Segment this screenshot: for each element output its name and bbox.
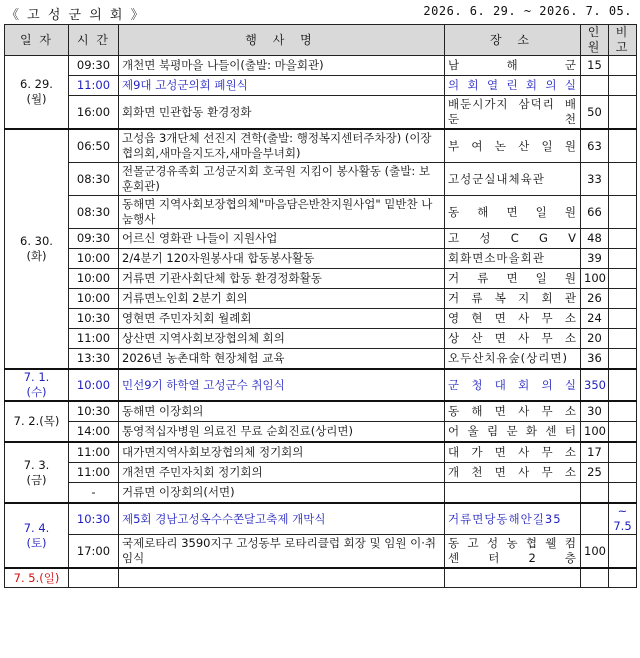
place-cell: 동 해 면 일 원 [445, 196, 581, 229]
note-cell [609, 163, 637, 196]
time-cell: 10:00 [69, 289, 119, 309]
place-cell: 고성군실내체육관 [445, 163, 581, 196]
event-cell: 대가면지역사회보장협의체 정기회의 [119, 442, 445, 463]
note-cell [609, 289, 637, 309]
people-cell: 33 [581, 163, 609, 196]
date-label: 7. 2.(목) [13, 414, 60, 428]
time-cell: 10:30 [69, 503, 119, 535]
time-cell: 17:00 [69, 535, 119, 569]
time-cell: 11:00 [69, 76, 119, 96]
table-row [5, 76, 637, 96]
event-cell: 거류면 기관사회단체 합동 환경정화활동 [119, 269, 445, 289]
event-cell: 통영적십자병원 의료진 무료 순회진료(상리면) [119, 422, 445, 443]
event-cell: 동해면 이장회의 [119, 401, 445, 422]
date-label: 7. 4. [23, 520, 50, 535]
note-cell [609, 369, 637, 401]
place-cell: 영 현 면 사 무 소 [445, 309, 581, 329]
note-cell [609, 229, 637, 249]
place-cell: 동 해 면 사 무 소 [445, 401, 581, 422]
table-row [5, 349, 637, 370]
people-cell: 24 [581, 309, 609, 329]
date-cell [5, 503, 69, 568]
time-cell: 10:00 [69, 269, 119, 289]
people-cell: 66 [581, 196, 609, 229]
note-cell [609, 269, 637, 289]
place-cell: 대 가 면 사 무 소 [445, 442, 581, 463]
place-cell: 어 울 림 문 화 센 터 [445, 422, 581, 443]
column-header: 시 간 [69, 25, 119, 56]
place-cell: 남 해 군 [445, 56, 581, 76]
people-cell: 36 [581, 349, 609, 370]
place-cell: 거 류 면 일 원 [445, 269, 581, 289]
event-cell: 어르신 영화관 나들이 지원사업 [119, 229, 445, 249]
people-cell: 39 [581, 249, 609, 269]
table-row [5, 163, 637, 196]
event-cell: 회화면 민관합동 환경정화 [119, 96, 445, 130]
table-row [5, 329, 637, 349]
time-cell: 10:30 [69, 309, 119, 329]
place-cell: 거 류 복 지 회 관 [445, 289, 581, 309]
table-row [5, 229, 637, 249]
note-cell [609, 329, 637, 349]
weekday-label: (토) [26, 535, 47, 550]
note-cell: ~ 7.5 [609, 503, 637, 535]
people-cell [581, 483, 609, 504]
schedule-table [4, 24, 637, 588]
note-cell [609, 309, 637, 329]
time-cell: 08:30 [69, 196, 119, 229]
event-cell: 2026년 농촌대학 현장체험 교육 [119, 349, 445, 370]
table-row [5, 96, 637, 130]
event-cell: 국제로타리 3590지구 고성동부 로타리클럽 회장 및 임원 이·취임식 [119, 535, 445, 569]
empty-cell [609, 568, 637, 588]
place-cell: 오두산치유숲(상리면) [445, 349, 581, 370]
place-cell: 개 천 면 사 무 소 [445, 463, 581, 483]
time-cell: 16:00 [69, 96, 119, 130]
table-row [5, 442, 637, 463]
event-cell: 상산면 지역사회보장협의체 회의 [119, 329, 445, 349]
weekday-label: (월) [26, 92, 47, 106]
table-row [5, 249, 637, 269]
time-cell: 11:00 [69, 329, 119, 349]
people-cell: 30 [581, 401, 609, 422]
people-cell: 15 [581, 56, 609, 76]
place-cell: 상 산 면 사 무 소 [445, 329, 581, 349]
people-cell: 48 [581, 229, 609, 249]
people-cell [581, 76, 609, 96]
event-cell: 동해면 지역사회보장협의체"마음담은반찬지원사업" 밑반찬 나눔행사 [119, 196, 445, 229]
column-header: 인원 [581, 25, 609, 56]
place-cell: 부 여 논 산 일 원 [445, 129, 581, 163]
place-cell: 거류면당동해안길35 [445, 503, 581, 535]
place-cell: 고 성 C G V [445, 229, 581, 249]
date-cell [5, 129, 69, 369]
table-row [5, 503, 637, 535]
place-cell: 동 고 성 농 협 웰 컴 센 터 2 층 [445, 535, 581, 569]
note-cell [609, 56, 637, 76]
table-row [5, 568, 637, 588]
people-cell: 100 [581, 269, 609, 289]
people-cell: 25 [581, 463, 609, 483]
people-cell [581, 503, 609, 535]
column-header: 장 소 [445, 25, 581, 56]
event-cell: 2/4분기 120자원봉사대 합동봉사활동 [119, 249, 445, 269]
people-cell: 26 [581, 289, 609, 309]
schedule-header [0, 0, 640, 22]
date-label: 7. 1. [23, 370, 50, 384]
event-cell: 제5회 경남고성옥수수쫀달고축제 개막식 [119, 503, 445, 535]
note-cell [609, 129, 637, 163]
people-cell: 20 [581, 329, 609, 349]
empty-cell [581, 568, 609, 588]
table-row [5, 289, 637, 309]
note-cell [609, 196, 637, 229]
people-cell: 50 [581, 96, 609, 130]
note-cell [609, 349, 637, 370]
date-label: 6. 29. [20, 77, 53, 91]
time-cell: 09:30 [69, 229, 119, 249]
weekday-label: (금) [26, 472, 47, 487]
note-cell [609, 422, 637, 443]
date-label: 6. 30. [20, 234, 53, 248]
empty-cell [119, 568, 445, 588]
table-row [5, 483, 637, 504]
column-header: 행 사 명 [119, 25, 445, 56]
event-cell: 고성읍 3개단체 선진지 견학(출발: 행정복지센터주차장) (이장협의회,새마을지도자,새마을부녀회) [119, 129, 445, 163]
place-cell: 군 청 대 회 의 실 [445, 369, 581, 401]
date-cell [5, 401, 69, 442]
note-cell [609, 535, 637, 569]
column-header: 비고 [609, 25, 637, 56]
people-cell: 350 [581, 369, 609, 401]
document-title: 《 고 성 군 의 회 》 [6, 8, 146, 23]
time-cell: 08:30 [69, 163, 119, 196]
event-cell: 개천면 주민자치회 정기회의 [119, 463, 445, 483]
weekday-label: (화) [26, 249, 47, 263]
table-row [5, 463, 637, 483]
time-cell: 09:30 [69, 56, 119, 76]
table-row [5, 269, 637, 289]
people-cell: 100 [581, 422, 609, 443]
time-cell: 10:00 [69, 369, 119, 401]
people-cell: 100 [581, 535, 609, 569]
time-cell: 10:00 [69, 249, 119, 269]
schedule-body [5, 25, 637, 588]
event-cell: 거류면 이장회의(서면) [119, 483, 445, 504]
table-row [5, 422, 637, 443]
table-row [5, 196, 637, 229]
date-label: 7. 3. [23, 457, 50, 472]
note-cell [609, 401, 637, 422]
date-cell [5, 369, 69, 401]
empty-cell [69, 568, 119, 588]
weekday-label: (수) [26, 385, 47, 399]
people-cell: 63 [581, 129, 609, 163]
note-cell [609, 96, 637, 130]
date-cell [5, 56, 69, 130]
place-cell: 의 회 열 린 회 의 실 [445, 76, 581, 96]
empty-cell [445, 568, 581, 588]
note-cell [609, 442, 637, 463]
event-cell: 전몰군경유족회 고성군지회 호국원 지킴이 봉사활동 (출발: 보훈회관) [119, 163, 445, 196]
time-cell: 14:00 [69, 422, 119, 443]
place-cell: 회화면소마을회관 [445, 249, 581, 269]
place-cell: 배둔시가지 삼덕리 배 둔 천 [445, 96, 581, 130]
table-row [5, 56, 637, 76]
time-cell: 11:00 [69, 442, 119, 463]
table-header-row [5, 25, 637, 56]
table-row [5, 369, 637, 401]
date-cell: 7. 5.(일) [5, 568, 69, 588]
date-cell [5, 442, 69, 503]
time-cell: 06:50 [69, 129, 119, 163]
column-header: 일 자 [5, 25, 69, 56]
event-cell: 영현면 주민자치회 월례회 [119, 309, 445, 329]
event-cell: 제9대 고성군의회 폐원식 [119, 76, 445, 96]
event-cell: 민선9기 하학열 고성군수 취임식 [119, 369, 445, 401]
people-cell: 17 [581, 442, 609, 463]
time-cell: 10:30 [69, 401, 119, 422]
note-cell [609, 463, 637, 483]
note-cell [609, 76, 637, 96]
table-row [5, 309, 637, 329]
table-row [5, 129, 637, 163]
time-cell: - [69, 483, 119, 504]
table-row [5, 401, 637, 422]
date-range: 2026. 6. 29. ~ 2026. 7. 05. [423, 4, 632, 18]
place-cell [445, 483, 581, 504]
event-cell: 거류면노인회 2분기 회의 [119, 289, 445, 309]
table-row [5, 535, 637, 569]
note-cell [609, 249, 637, 269]
time-cell: 13:30 [69, 349, 119, 370]
event-cell: 개천면 북평마을 나들이(출발: 마을회관) [119, 56, 445, 76]
time-cell: 11:00 [69, 463, 119, 483]
note-cell [609, 483, 637, 504]
